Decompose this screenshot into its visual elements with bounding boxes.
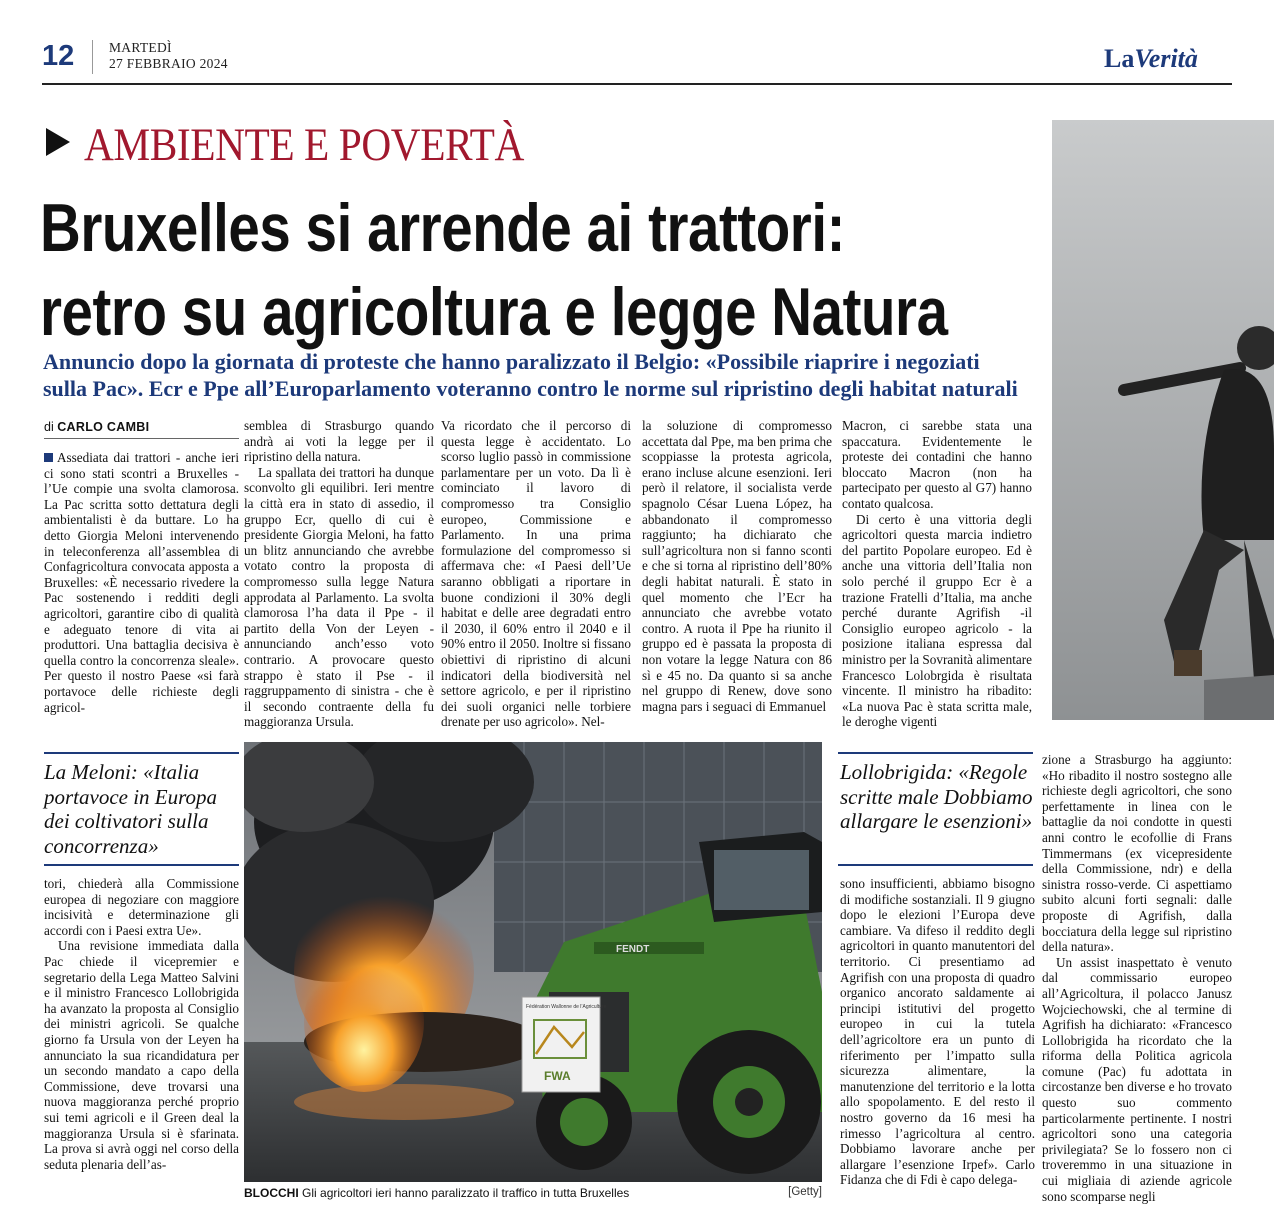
column-6-bottom	[1042, 752, 1232, 1206]
page-number: 12	[42, 40, 75, 72]
logo-verita: Verità	[1134, 44, 1198, 73]
column-5-top-para-a: Macron, ci sarebbe stata una spaccatura. Evidentemente le proteste dei contadini che hanno bloccato Macron (non ha partecipato per questo al G7) hanno contato qualcosa.	[842, 418, 1032, 511]
byline	[44, 420, 149, 434]
masthead-divider	[92, 40, 93, 74]
pullquote-right: Lollobrigida: «Regole scritte male Dobbiamo allargare le esenzioni»	[840, 760, 1033, 833]
pullquote-right-rule-bottom	[838, 864, 1033, 866]
column-4-top-text: la soluzione di compromesso accettata dal Ppe, ma ben prima che scoppiasse la protesta agricola, erano incluse alcune esenzioni. Ieri però il relatore, il socialista verde spagnolo César Luena López, ha abbandonato il compromesso raggiunto; ha dichiarato che sull’agricoltura non si fanno sconti e che si torna al ripristino dell’80% degli habitat naturali. È stato in quel momento che l’Ecr ha annunciato che avrebbe votato contro. A ruota il Ppe ha riunito il gruppo ed è passata la proposta di non votare la legge Natura con 86 sì e 45 no. Da quanto si sa anche nel gruppo di Renew, dove sono magna pars i seguaci di Emmanuel	[642, 418, 832, 714]
column-2-top	[244, 418, 434, 732]
column-1-top-text: Assediata dai trattori - anche ieri ci sono stati scontri a Bruxelles - l’Ue compie una svolta clamorosa. La Pac scritta sotto dettatura degli ambientalisti è da buttare. Lo ha detto Giorgia Meloni intervenendo in teleconferenza all’assemblea di Confagricoltura convocata apposta a Bruxelles: «È necessario rivedere la Pac sostenendo i redditi degli agricoltori, garantire cibo di qualità e adeguato tenore di vita ai produttori. Una battaglia decisiva è quella contro la concorrenza sleale». Per questo il nostro Paese «si farà portavoce delle richieste degli agricol-	[44, 450, 239, 715]
masthead-rule	[42, 83, 1232, 85]
farmer-photo-drawing	[1044, 120, 1274, 720]
section-arrow-icon	[46, 128, 70, 156]
byline-prefix: di	[44, 420, 54, 434]
headline-line-2: retro su agricoltura e legge Natura	[40, 274, 948, 350]
column-6-bottom-para-b: Un assist inaspettato è venuto dal commissario europeo all’Agricoltura, il polacco Janusz Wojciechowski, che al termine di Agrifish ha dichiarato: «Francesco Lollobrigida ha ricordato che la riforma della Politica agricola comune (Pac) fu adottata in circostanze ben diverse e ho trovato questo suo commento particolarmente pertinente. I nostri agricoltori sono una categoria privilegiata? Se lo fossero non ci troveremmo in una situazione in cui migliaia di aziende agricole sono scomparse negli	[1042, 954, 1232, 1204]
pullquote-left-rule-top	[44, 752, 239, 754]
tractor-protest-drawing	[244, 742, 822, 1182]
pullquote-left-rule-bottom	[44, 864, 239, 866]
column-1-bottom-para-a: tori, chiederà alla Commissione europea di negoziare con maggiore incisività e determinazione gli accordi con i Paesi extra Ue».	[44, 876, 239, 938]
logo-la: La	[1104, 44, 1135, 73]
column-1-top	[44, 450, 239, 732]
issue-date	[109, 40, 228, 72]
farmer-photo	[1044, 120, 1274, 720]
byline-author: CARLO CAMBI	[57, 420, 150, 434]
byline-rule	[44, 438, 239, 439]
column-6-bottom-para-a: zione a Strasburgo ha aggiunto: «Ho ribadito il nostro sostegno alle richieste degli agricoltori, che sono perfettamente in linea con le battaglie da noi condotte in questi anni contro le ecofollie di Frans Timmermans (ex vicepresidente della Commissione, ndr) e della sinistra rosso-verde. Ci aspettiamo subito alcuni forti segnali: dalle proposte di Agrifish, dalla bocciatura della legge sul ripristino della natura».	[1042, 752, 1232, 955]
sign-header: Fédération Wallonne de l’Agriculture	[526, 1004, 607, 1010]
section-title: AMBIENTE E POVERTÀ	[84, 119, 524, 171]
tractor-protest-photo	[244, 742, 822, 1182]
pullquote-right-rule-top	[838, 752, 1033, 754]
headline-line-1: Bruxelles si arrende ai trattori:	[40, 190, 845, 266]
caption-label: BLOCCHI	[244, 1186, 299, 1200]
column-5-top	[842, 418, 1032, 732]
photo-caption	[244, 1186, 822, 1200]
column-3-top	[441, 418, 631, 732]
pullquote-left: La Meloni: «Italia portavoce in Europa dei coltivatori sulla concorrenza»	[44, 760, 218, 858]
issue-day: 27 FEBBRAIO 2024	[109, 56, 228, 71]
column-1-bottom	[44, 876, 239, 1206]
column-4-top	[642, 418, 832, 732]
column-2-top-para-b: La spallata dei trattori ha dunque sconvolto gli equilibri. Ieri mentre la città era in stato di assedio, il gruppo Ecr, quello di cui è presidente Giorgia Meloni, ha fatto un blitz annunciando che avrebbe votato contro la proposta di compromesso sulla legge Natura approdata al Parlamento. La svolta clamorosa l’ha data il Ppe - il partito della Von der Leyen - annunciando anch’esso voto contrario. A provocare questo strappo è stato il Pse - il raggruppamento di sinistra - che è il secondo contraente della fu maggioranza Ursula.	[244, 464, 434, 730]
column-3-top-text: Va ricordato che il percorso di questa legge è accidentato. Lo scorso luglio passò in commissione parlamentare per un voto. Da lì è cominciato il lavoro di compromesso tra Consiglio europeo, Commissione e Parlamento. In una prima formulazione del compromesso si affermava che: «I Paesi dell’Ue saranno obbligati a riportare in buone condizioni il 30% degli habitat e delle aree degradati entro il 2030, il 60% entro il 2040 e il 90% entro il 2050. Inoltre si fissano obiettivi di ripristino di alcuni indicatori della biodiversità nel settore agricolo, e per il ripristino dei suoli organici nelle torbiere drenate per uso agricolo». Nel-	[441, 418, 631, 730]
tractor-brand: FENDT	[616, 944, 650, 955]
column-5-bottom	[840, 876, 1035, 1206]
lead-square-icon	[44, 453, 53, 462]
deck-subheadline: Annuncio dopo la giornata di proteste che hanno paralizzato il Belgio: «Possibile riaprire i negoziati sulla Pac». Ecr e Ppe all’Europarlamento voteranno contro le norme sul ripristino degli habitat naturali	[43, 349, 1018, 401]
column-2-top-para-a: semblea di Strasburgo quando andrà ai voti la legge per il ripristino della natura.	[244, 418, 434, 465]
column-5-top-para-b: Di certo è una vittoria degli agricoltori questa marcia indietro del partito Popolare europeo. Ed è anche una vittoria dell’Italia non solo perché il gruppo Ecr è a trazione Fratelli d’Italia, ma anche perché durante Agrifish -il Consiglio europeo agricolo - la posizione italiana espressa dal ministro per la Sovranità alimentare Francesco Lolobrgida è risultata vincente. Il ministro ha ribadito: «La nuova Pac è stata scritta male, le deroghe vigenti	[842, 511, 1032, 730]
photo-credit: [Getty]	[788, 1186, 822, 1198]
column-1-bottom-para-b: Una revisione immediata dalla Pac chiede il vicepremier e segretario della Lega Matteo Salvini e il ministro Francesco Lollobrigida ha avanzato la proposta al Consiglio dei ministri agricoli. Se qualche giorno fa Ursula von der Leyen ha annunciato la sua ricandidatura per un secondo mandato a capo della Commissione, deve trovarsi una nuova maggioranza perché proprio sui temi agricoli e il Green deal la maggioranza Ursula si è sfarinata. La prova si avrà oggi nel corso della seduta plenaria dell’as-	[44, 938, 239, 1172]
sign-text: FWA	[544, 1069, 571, 1083]
caption-text: Gli agricoltori ieri hanno paralizzato il traffico in tutta Bruxelles	[302, 1186, 630, 1200]
issue-weekday: MARTEDÌ	[109, 40, 172, 55]
column-5-bottom-text: sono insufficienti, abbiamo bisogno di modifiche sostanziali. Il 9 giugno dopo le elezioni l’Europa deve cambiare. Va difeso il reddito degli agricoltori in quanto manutentori del territorio. Ci presentiamo ad Agrifish con una proposta di quadro organico ancorato saldamente ai principi istitutivi del progetto europeo in cui la tutela dell’agricoltore era un punto di riferimento per l’impatto sulla sicurezza alimentare, la manutenzione del territorio e la lotta allo spopolamento. E del resto il nostro governo da 16 mesi ha rimesso l’agricoltura al centro. Dobbiamo lavorare anche per allargare l’esenzione Irpef». Carlo Fidanza che di Fdi è capo delega-	[840, 876, 1035, 1188]
newspaper-logo	[1104, 44, 1198, 74]
